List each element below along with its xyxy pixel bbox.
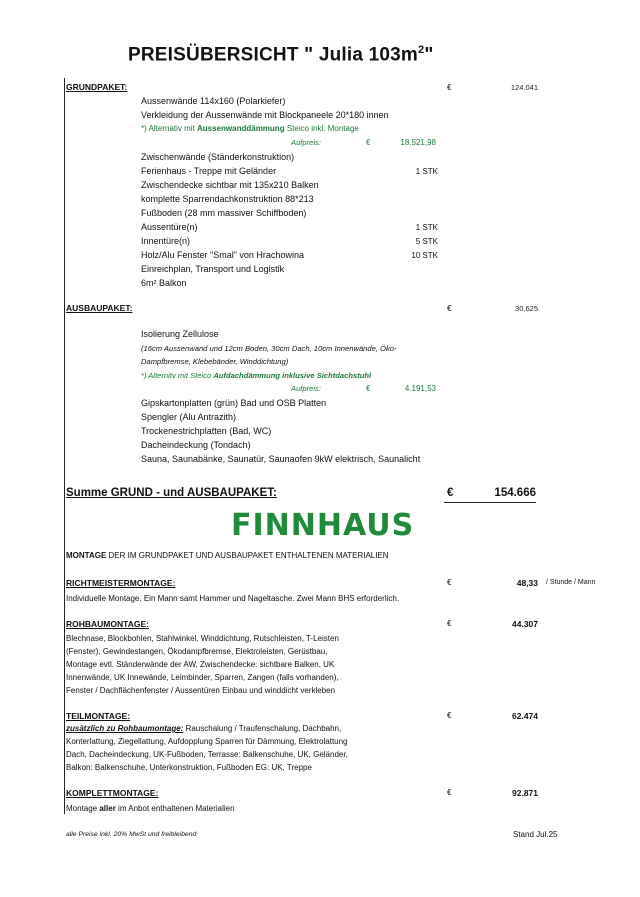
ausbaupaket-item: Spengler (Alu Antrazith) [141, 412, 237, 422]
komplettmontage-currency: € [447, 788, 452, 797]
grundpaket-item: Zwischendecke sichtbar mit 135x210 Balken [141, 180, 319, 190]
rohbau-line: Innenwände, UK Innewände, Leimbinder, Sparren, Zangen (falls vorhanden), [66, 673, 339, 682]
komplettmontage-heading: KOMPLETTMONTAGE: [66, 788, 159, 798]
richtmeister-text: Individuelle Montage. Ein Mann samt Hammer und Nageltasche. Zwei Mann BHS erforderlich. [66, 594, 400, 603]
teilmontage-line: Balkon: Balkenschuhe, Unterkonstruktion, Fußboden EG: UK, Treppe [66, 763, 312, 772]
grundpaket-item: Fußboden (28 mm massiver Schiffboden) [141, 208, 307, 218]
summe-underline [444, 502, 536, 503]
grundpaket-item: Holz/Alu Fenster "Smal" von Hrachowina [141, 250, 304, 260]
grundpaket-item: komplette Sparrendachkonstruktion 88*213 [141, 194, 314, 204]
komplettmontage-price: 92.871 [512, 788, 538, 798]
grundpaket-aufpreis-label: Aufpreis: [291, 138, 321, 147]
teilmontage-line: Konterlattung, Ziegellattung, Aufdopplung Sparren für Dämmung, Elektrolattung [66, 737, 348, 746]
ausbaupaket-item: Sauna, Saunabänke, Saunatür, Saunaofen 9kW elektrisch, Saunalicht [141, 454, 421, 464]
richtmeister-unit: / Stunde / Mann [546, 579, 596, 586]
ausbaupaket-heading: AUSBAUPAKET: [66, 303, 133, 313]
summe-currency: € [447, 487, 454, 499]
ausbaupaket-price: 30.625 [515, 304, 538, 313]
richtmeister-heading: RICHTMEISTERMONTAGE: [66, 578, 176, 588]
grundpaket-item-qty: 5 STK [415, 237, 438, 246]
grundpaket-item: Aussentüre(n) [141, 222, 198, 232]
grundpaket-item-qty: 1 STK [415, 167, 438, 176]
grundpaket-aufpreis-value: 18.521,98 [400, 138, 436, 147]
ausbaupaket-aufpreis-label: Aufpreis: [291, 384, 321, 393]
richtmeister-currency: € [447, 578, 452, 587]
montage-intro: MONTAGE DER IM GRUNDPAKET UND AUSBAUPAKET ENTHALTENEN MATERIALIEN [66, 551, 389, 560]
grundpaket-item: Ferienhaus - Treppe mit Geländer [141, 166, 277, 176]
grundpaket-aufpreis-currency: € [366, 138, 371, 147]
footer-stand: Stand Jul.25 [513, 830, 558, 839]
teilmontage-line: Dach, Dacheindeckung, UK-Fußboden, Terrasse: Balkenschuhe, UK, Geländer, [66, 750, 348, 759]
teilmontage-currency: € [447, 711, 452, 720]
grundpaket-price: 124.041 [510, 83, 538, 92]
grundpaket-item: Einreichplan, Transport und Logistik [141, 264, 285, 274]
teilmontage-price: 62.474 [512, 711, 538, 721]
grundpaket-item: Innentüre(n) [141, 236, 191, 246]
rohbau-line: Blechnase, Blockbohlen, Stahlwinkel, Winddichtung, Rutschleisten, T-Leisten [66, 634, 339, 643]
komplettmontage-text: Montage aller im Anbot enthaltenen Materialien [66, 804, 235, 813]
ausbaupaket-detail: Dampfbremse, Klebebänder, Winddichtung) [141, 357, 289, 366]
ausbaupaket-item: Trockenestrichplatten (Bad, WC) [141, 426, 272, 436]
summe-value: 154.666 [494, 487, 536, 499]
summe-label: Summe GRUND - und AUSBAUPAKET: [66, 487, 277, 499]
grundpaket-item-qty: 10 STK [411, 251, 438, 260]
grundpaket-item: 6m² Balkon [141, 278, 187, 288]
teilmontage-heading: TEILMONTAGE: [66, 711, 131, 721]
left-margin-line [64, 78, 65, 814]
page-title: PREISÜBERSICHT " Julia $103m^2$" [128, 44, 434, 66]
grundpaket-heading: GRUNDPAKET: [66, 82, 128, 92]
richtmeister-price: 48,33 [516, 578, 538, 588]
ausbaupaket-alternative: *) Alternitv mit Steico Aufdachdämmung inklusive Sichtdachstuhl [141, 371, 372, 380]
rohbau-heading: ROHBAUMONTAGE: [66, 619, 149, 629]
ausbaupaket-insulation: Isolierung Zellulose [141, 329, 219, 339]
ausbaupaket-detail: (16cm Aussenwand und 12cm Boden, 30cm Dach, 10cm Innenwände, Öko- [141, 344, 397, 353]
grundpaket-item: Verkleidung der Aussenwände mit Blockpaneele 20*180 innen [141, 110, 389, 120]
ausbaupaket-aufpreis-currency: € [366, 384, 371, 393]
teilmontage-line: zusätzlich zu Rohbaumontage: Rauschalung / Traufenschalung, Dachbahn, [66, 724, 342, 733]
grundpaket-alternative: *) Alternativ mit Aussenwanddämmung Steico inkl. Montage [141, 124, 359, 133]
ausbaupaket-aufpreis-value: 4.191,53 [404, 384, 436, 393]
finnhaus-logo: FINNHAUS [231, 508, 415, 543]
ausbaupaket-currency: € [447, 304, 452, 313]
rohbau-line: Fenster / Dachflächenfenster / Aussentüren Einbau und winddicht verkleben [66, 686, 336, 695]
footer-note: alle Preise inkl. 20% MwSt und freibleibend [66, 831, 197, 838]
rohbau-currency: € [447, 619, 452, 628]
grundpaket-item: Aussenwände 114x160 (Polarkiefer) [141, 96, 286, 106]
grundpaket-currency: € [447, 83, 452, 92]
ausbaupaket-item: Gipskartonplatten (grün) Bad und OSB Platten [141, 398, 327, 408]
ausbaupaket-item: Dacheindeckung (Tondach) [141, 440, 251, 450]
rohbau-price: 44.307 [512, 619, 538, 629]
rohbau-line: (Fenster), Gewindestangen, Ökodampfbremse, Elektroleisten, Gerüstbau, [66, 647, 328, 656]
grundpaket-item-qty: 1 STK [415, 223, 438, 232]
grundpaket-item: Zwischenwände (Ständerkonstruktion) [141, 152, 295, 162]
rohbau-line: Montage evtl. Ständerwände der AW, Zwischendecke: sichtbare Balken, UK [66, 660, 335, 669]
